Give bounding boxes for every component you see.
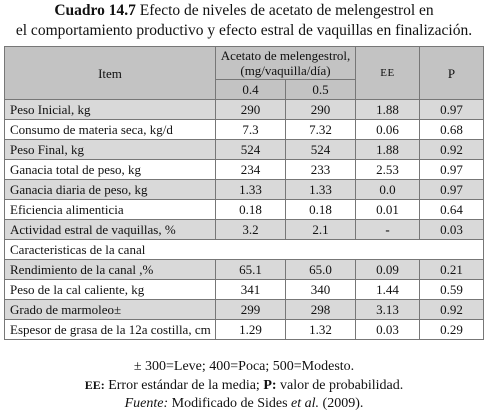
row-ee: - [356, 220, 420, 240]
note-ee-abbr: EE: [84, 378, 105, 392]
row-value-2: 298 [286, 300, 356, 320]
row-value-1: 7.3 [216, 120, 286, 140]
table-row [5, 160, 484, 180]
row-value-1: 234 [216, 160, 286, 180]
row-value-2: 524 [286, 140, 356, 160]
table-row [5, 260, 484, 280]
table-row [5, 200, 484, 220]
row-p: 0.97 [420, 100, 484, 120]
row-p: 0.92 [420, 300, 484, 320]
row-p: 0.92 [420, 140, 484, 160]
section-title: Caracteristicas de la canal [5, 240, 484, 260]
table-row [5, 220, 484, 240]
row-value-2: 1.32 [286, 320, 356, 340]
row-value-2: 340 [286, 280, 356, 300]
row-value-1: 1.29 [216, 320, 286, 340]
row-value-2: 290 [286, 100, 356, 120]
row-p: 0.21 [420, 260, 484, 280]
row-item: Consumo de materia seca, kg/d [5, 120, 216, 140]
table-row [5, 320, 484, 340]
row-value-2: 2.1 [286, 220, 356, 240]
table-caption [0, 1, 488, 41]
row-p: 0.03 [420, 220, 484, 240]
row-value-1: 299 [216, 300, 286, 320]
note-source-label: Fuente: [124, 396, 169, 411]
table-row [5, 120, 484, 140]
row-value-1: 524 [216, 140, 286, 160]
note-p-abbr: P: [263, 378, 277, 393]
note-marbling-scale: ± 300=Leve; 400=Poca; 500=Modesto. [133, 359, 355, 374]
row-item: Peso Final, kg [5, 140, 216, 160]
row-item: Grado de marmoleo± [5, 300, 216, 320]
row-ee: 1.44 [356, 280, 420, 300]
row-value-1: 65.1 [216, 260, 286, 280]
table-row [5, 300, 484, 320]
row-ee: 0.03 [356, 320, 420, 340]
row-value-2: 233 [286, 160, 356, 180]
note-source [0, 395, 488, 413]
note-p-text: valor de probabilidad. [276, 378, 404, 393]
header-dose-1: 0.4 [216, 80, 286, 100]
row-p: 0.97 [420, 180, 484, 200]
row-p: 0.97 [420, 160, 484, 180]
row-item: Actividad estral de vaquillas, % [5, 220, 216, 240]
header-ee: EE [356, 47, 420, 100]
row-item: Peso de la cal caliente, kg [5, 280, 216, 300]
caption-label: Cuadro 14.7 [54, 2, 136, 19]
section-row [5, 240, 484, 260]
row-item: Ganacia diaria de peso, kg [5, 180, 216, 200]
row-ee: 3.13 [356, 300, 420, 320]
row-value-1: 0.18 [216, 200, 286, 220]
row-ee: 1.88 [356, 100, 420, 120]
caption-line-1 [0, 1, 488, 21]
note-abbreviations [0, 376, 488, 395]
row-item: Espesor de grasa de la 12a costilla, cm [5, 320, 216, 340]
caption-text-1: Efecto de niveles de acetato de melengestrol en [139, 2, 434, 19]
row-ee: 2.53 [356, 160, 420, 180]
row-p: 0.59 [420, 280, 484, 300]
row-item: Eficiencia alimenticia [5, 200, 216, 220]
row-value-2: 1.33 [286, 180, 356, 200]
header-item: Item [5, 47, 216, 100]
table-row [5, 140, 484, 160]
note-source-year: (2009). [319, 396, 364, 411]
row-value-2: 65.0 [286, 260, 356, 280]
row-value-2: 7.32 [286, 120, 356, 140]
note-source-etal: et al. [291, 396, 320, 411]
table-row [5, 280, 484, 300]
row-ee: 0.09 [356, 260, 420, 280]
row-item: Peso Inicial, kg [5, 100, 216, 120]
header-group: Acetato de melengestrol, (mg/vaquilla/día) [216, 47, 356, 80]
row-p: 0.64 [420, 200, 484, 220]
row-ee: 0.01 [356, 200, 420, 220]
table-row [5, 100, 484, 120]
row-p: 0.68 [420, 120, 484, 140]
row-item: Ganacia total de peso, kg [5, 160, 216, 180]
row-ee: 1.88 [356, 140, 420, 160]
header-dose-2: 0.5 [286, 80, 356, 100]
note-ee-text: Error estándar de la media; [104, 378, 264, 393]
table-notes [0, 358, 488, 413]
note-source-text: Modificado de Sides [168, 396, 292, 411]
row-value-1: 1.33 [216, 180, 286, 200]
row-value-1: 3.2 [216, 220, 286, 240]
row-ee: 0.0 [356, 180, 420, 200]
row-ee: 0.06 [356, 120, 420, 140]
row-p: 0.29 [420, 320, 484, 340]
row-value-1: 341 [216, 280, 286, 300]
row-value-2: 0.18 [286, 200, 356, 220]
row-item: Rendimiento de la canal ,% [5, 260, 216, 280]
row-value-1: 290 [216, 100, 286, 120]
caption-line-2: el comportamiento productivo y efecto estral de vaquillas en finalización. [15, 22, 473, 39]
table-row [5, 180, 484, 200]
header-p: P [420, 47, 484, 100]
data-table [4, 46, 484, 340]
